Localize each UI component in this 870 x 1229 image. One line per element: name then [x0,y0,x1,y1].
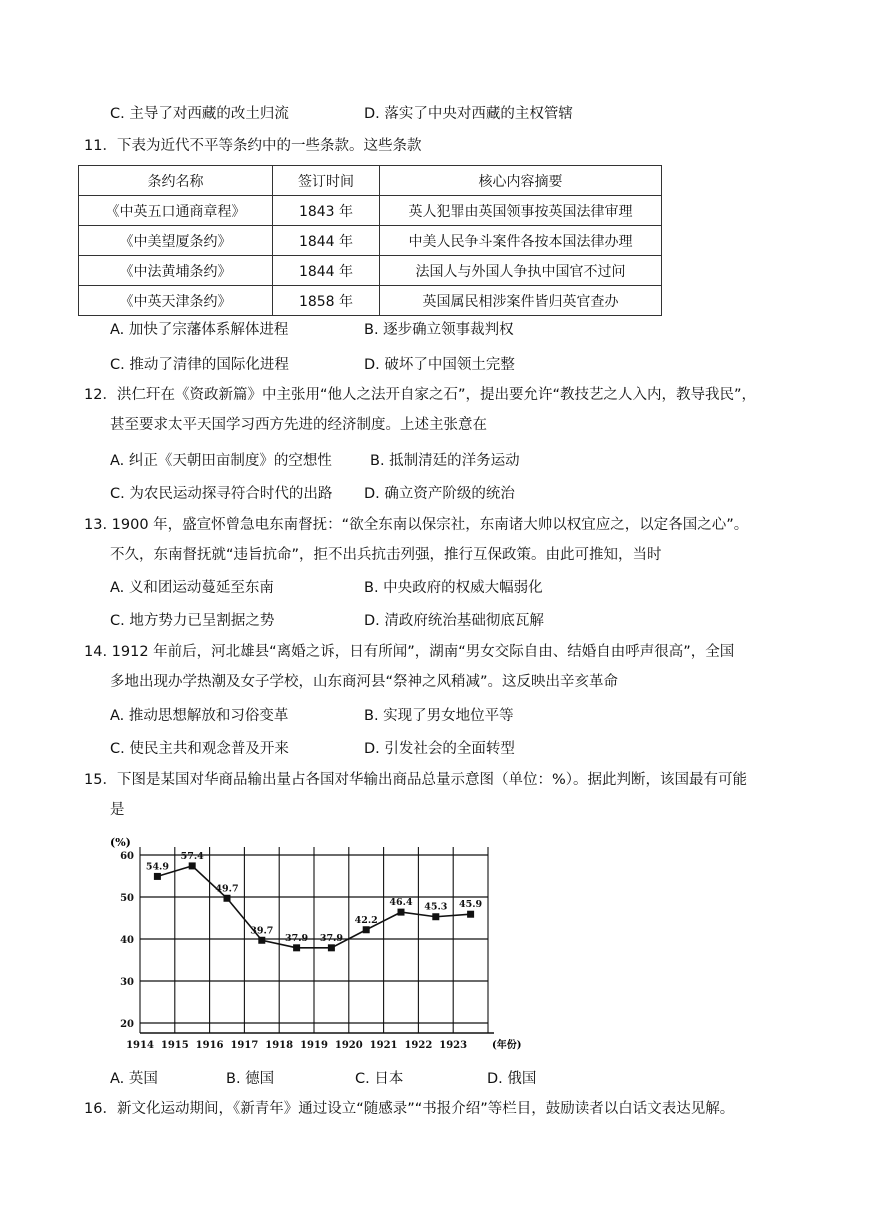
data-point [328,944,335,951]
table-header-cell: 核心内容摘要 [380,166,662,196]
x-tick-label: 1922 [404,1040,433,1051]
data-point [189,862,196,869]
x-tick-label: 1915 [160,1040,189,1051]
table-cell: 1858 年 [273,286,380,316]
q11-stem: 11．下表为近代不平等条约中的一些条款。这些条款 [84,138,422,154]
data-point [432,913,439,920]
q11-option-c: C. 推动了清律的国际化进程 [110,357,289,373]
data-label: 57.4 [180,850,204,862]
x-axis-label: (年份) [492,1040,522,1051]
table-header-cell: 签订时间 [273,166,380,196]
data-point [467,911,474,918]
q14-option-d: D. 引发社会的全面转型 [364,741,515,757]
y-axis-label: (%) [110,836,131,849]
y-tick-label: 20 [120,1019,134,1030]
q15-stem-line2: 是 [110,802,125,818]
q12-option-d: D. 确立资产阶级的统治 [364,486,515,502]
q11-option-b: B. 逐步确立领事裁判权 [364,322,514,338]
q10-option-d: D. 落实了中央对西藏的主权管辖 [364,106,573,122]
table-row [79,196,662,226]
q13-option-c: C. 地方势力已呈割据之势 [110,613,275,629]
table-cell: 中美人民争斗案件各按本国法律办理 [380,226,662,256]
q14-option-c: C. 使民主共和观念普及开来 [110,741,289,757]
data-point [258,937,265,944]
y-tick-label: 30 [120,977,134,988]
x-tick-label: 1921 [369,1040,398,1051]
q13-option-a: A. 义和团运动蔓延至东南 [110,580,274,596]
q15-option-c: C. 日本 [355,1071,404,1087]
chart-axes [120,851,494,1051]
data-label: 54.9 [145,861,169,873]
table-cell: 1844 年 [273,226,380,256]
table-header-row [79,166,662,196]
data-point [363,926,370,933]
table-cell: 1844 年 [273,256,380,286]
data-label: 37.9 [319,932,343,944]
table-cell: 《中英天津条约》 [79,286,273,316]
x-tick-label: 1916 [195,1040,224,1051]
q10-option-c: C. 主导了对西藏的改土归流 [110,106,289,122]
y-tick-label: 60 [120,851,134,862]
table-cell: 《中美望厦条约》 [79,226,273,256]
q13-option-d: D. 清政府统治基础彻底瓦解 [364,613,544,629]
x-tick-label: 1917 [230,1040,259,1051]
x-tick-label: 1914 [126,1040,154,1051]
data-label: 37.9 [285,932,309,944]
x-tick-label: 1918 [265,1040,294,1051]
q15-option-b: B. 德国 [226,1071,275,1087]
q14-stem-line1: 14. 1912 年前后，河北雄县“离婚之诉，日有所闻”，湖南“男女交际自由、结婚自由呼声很高”，全国 [84,644,735,660]
q13-option-b: B. 中央政府的权威大幅弱化 [364,580,543,596]
x-tick-label: 1923 [439,1040,468,1051]
data-point [154,873,161,880]
q13-stem-line1: 13. 1900 年，盛宣怀曾急电东南督抚：“欲全东南以保宗社，东南诸大帅以权宜应之，以定各国之心”。 [84,517,749,533]
q11-option-d: D. 破坏了中国领土完整 [364,357,515,373]
table-cell: 《中法黄埔条约》 [79,256,273,286]
data-label: 45.9 [459,899,483,911]
data-point [398,909,405,916]
data-label: 39.7 [250,925,274,937]
data-point [224,895,231,902]
table-row [79,286,662,316]
y-tick-label: 50 [120,893,134,904]
q12-option-b: B. 抵制清廷的洋务运动 [370,453,520,469]
q14-option-b: B. 实现了男女地位平等 [364,708,514,724]
data-label: 42.2 [354,914,378,926]
table-cell: 法国人与外国人争执中国官不过问 [380,256,662,286]
y-tick-label: 40 [120,935,134,946]
q12-option-a: A. 纠正《天朝田亩制度》的空想性 [110,453,332,469]
table-header-cell: 条约名称 [79,166,273,196]
q15-option-a: A. 英国 [110,1071,158,1087]
table-cell: 1843 年 [273,196,380,226]
q12-stem-line2: 甚至要求太平天国学习西方先进的经济制度。上述主张意在 [110,417,487,433]
chart-grid [140,847,488,1033]
table-cell: 英国属民相涉案件皆归英官查办 [380,286,662,316]
x-tick-label: 1920 [334,1040,363,1051]
table-cell: 英人犯罪由英国领事按英国法律审理 [380,196,662,226]
data-point [293,944,300,951]
q12-option-c: C. 为农民运动探寻符合时代的出路 [110,486,333,502]
q14-stem-line2: 多地出现办学热潮及女子学校，山东商河县“祭神之风稍减”。这反映出辛亥革命 [110,674,619,690]
q12-stem-line1: 12．洪仁玕在《资政新篇》中主张用“他人之法开自家之石”，提出要允许“教技艺之人入内，教导我民”， [84,387,756,403]
table-row [79,256,662,286]
table-cell: 《中英五口通商章程》 [79,196,273,226]
export-share-line-chart [100,830,550,1055]
x-tick-label: 1919 [300,1040,328,1051]
data-label: 45.3 [424,901,448,913]
data-label: 46.4 [389,897,413,909]
q15-stem-line1: 15．下图是某国对华商品输出量占各国对华输出商品总量示意图（单位：%）。据此判断，该国最有可能 [84,772,747,788]
q14-option-a: A. 推动思想解放和习俗变革 [110,708,289,724]
q16-stem-line1: 16．新文化运动期间，《新青年》通过设立“随感录”“书报介绍”等栏目，鼓励读者以白话文表达见解。 [84,1101,735,1117]
table-row [79,226,662,256]
q11-option-a: A. 加快了宗藩体系解体进程 [110,322,289,338]
q15-option-d: D. 俄国 [487,1071,537,1087]
treaty-table [78,165,662,316]
data-label: 49.7 [215,883,239,895]
q13-stem-line2: 不久，东南督抚就“违旨抗命”，拒不出兵抗击列强，推行互保政策。由此可推知，当时 [110,547,662,563]
